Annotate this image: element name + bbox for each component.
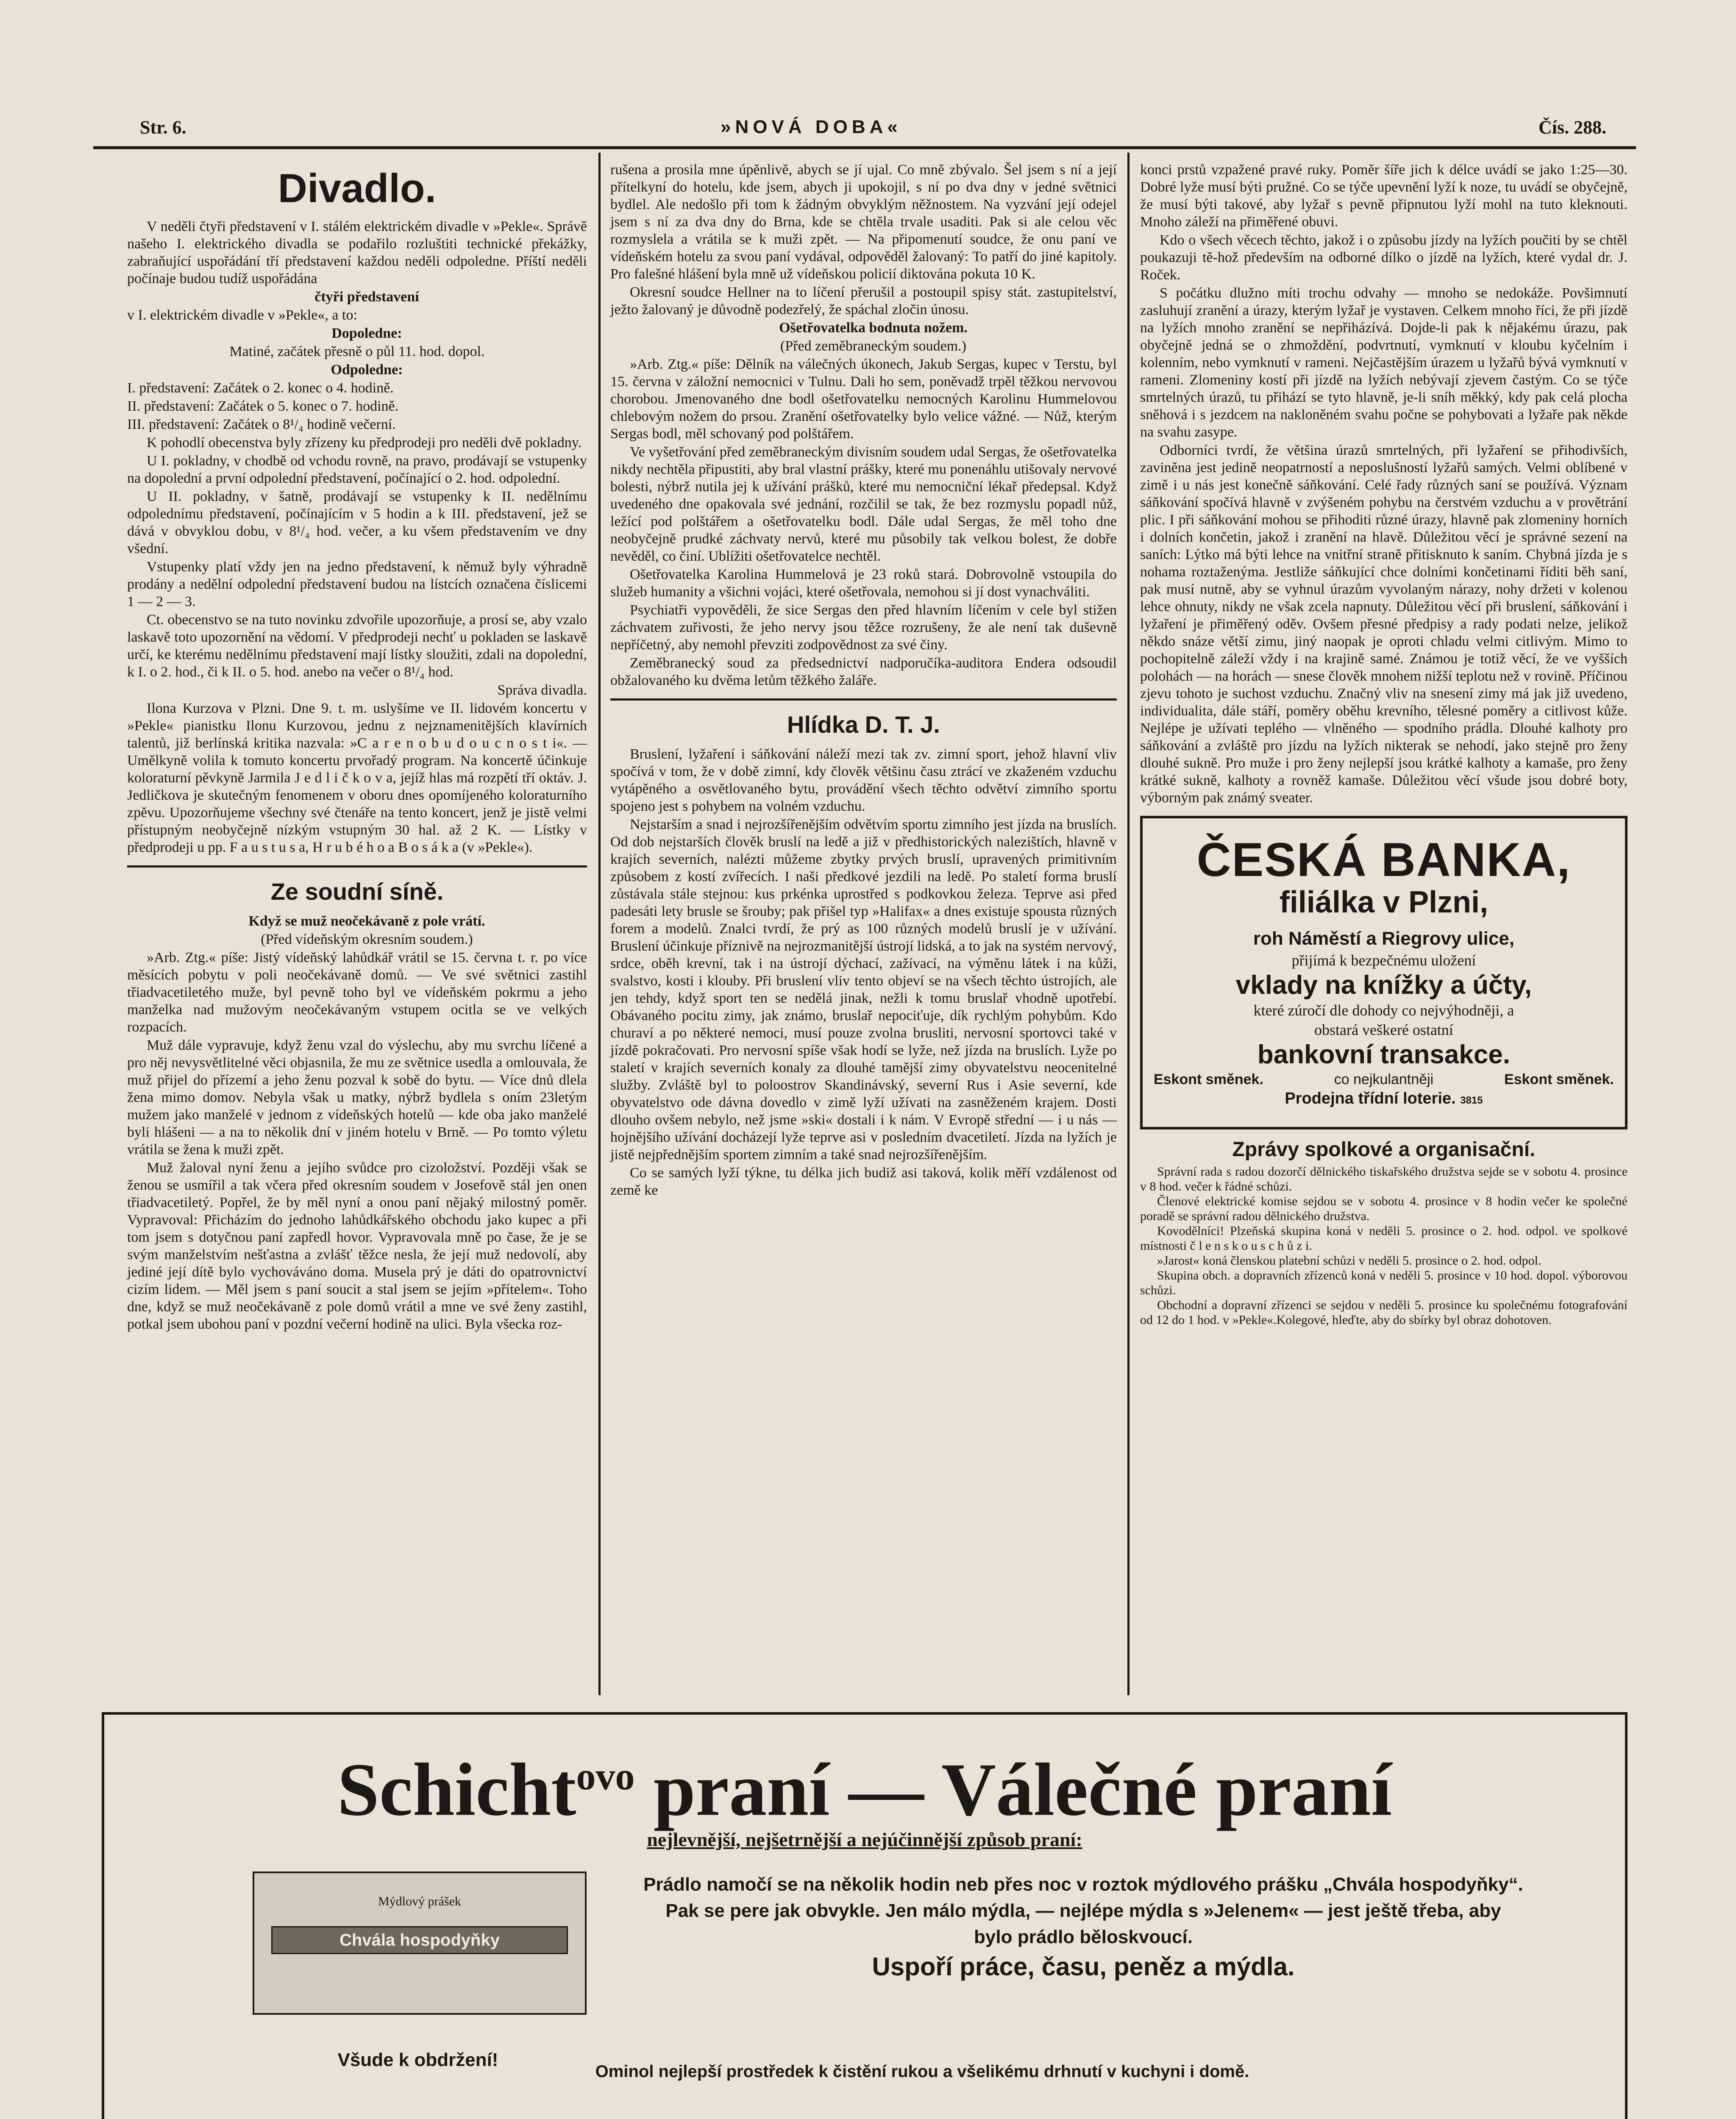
ad-brand-sup: ovo <box>576 1755 635 1798</box>
hlidka-paragraph: Bruslení, lyžaření i sáňkování náleží mezi tak zv. zimní sport, jehož hlavní vliv spočívá v tom, že v době zimní, kdy člověk většinu času ztrácí ve zkaženém vzduchu vytápěného a osvětlovaného bytu, provádění všech těchto odvětví zimního sportu spojeno jest s pohybem na volném vzduchu. <box>610 746 1117 814</box>
spolky-paragraph: »Jarost« koná členskou platební schůzi v neděli 5. prosince o 2. hod. odpol. <box>1157 1254 1541 1268</box>
morning-head: Dopoledne: <box>331 325 402 341</box>
show-line: I. představení: Začátek o 2. konec o 4. hodině. <box>127 380 394 396</box>
hlidka-continued: konci prstů vzpažené pravé ruky. Poměr šíře jich k délce uvádí se jako 1:25—30. Dobré lyže musí býti pružné. Co se týče upevnění lyží k noze, tu uvádí se obyčejně, že musí býti takové, aby lyžař s pevně připnutou lyží mohl na tuto kleknouti. Mnoho záleží na přiměřené obuvi. <box>1140 162 1628 230</box>
four-shows-head: čtyři představení <box>314 289 419 305</box>
case1-verdict: Okresní soudce Hellner na to líčení přerušil a postoupil spisy stát. zastupitelství, ježto žalovaný je důvodně podezřelý, že spáchal zločin únosu. <box>610 284 1117 317</box>
box-small-label: Mýdlový prášek <box>378 1894 461 1908</box>
ad-desc-line: Prádlo namočí se na několik hodin neb přes noc v roztok mýdlového prášku „Chvála hospodyňky“. <box>643 1874 1523 1895</box>
bank-address: roh Náměstí a Riegrovy ulice, <box>1253 928 1515 949</box>
ad-title <box>104 1736 1625 1830</box>
column-1 <box>127 161 587 1334</box>
case1-paragraph: »Arb. Ztg.« píše: Jistý vídeňský lahůdkář vrátil se 15. června t. r. po více měsících pobytu v poli neočekávaně domů. — Ve své světnici zastihl třiadvacetiletého muže, byl pevně toho byl ve vídeňském pokrmu a jeho manželka nad mužovým neočekávaným vstupem ocitla se ve velkých rozpacích. <box>127 950 587 1035</box>
case1-head: Když se muž neočekávaně z pole vrátí. <box>248 913 485 929</box>
case1-note: (Před vídeňským okresním soudem.) <box>261 932 473 947</box>
case1-paragraph: Muž žaloval nyní ženu a jejího svůdce pro cizoložství. Později však se ženou se usmířil a tak včera před okresním soudem v Josefově stál jen onen třiadvacetiletý. Popřel, že by měl nyní a onou paní nějaký milostný poměr. Vypravoval: Přicházím do jednoho lahůdkářského obchodu jako kupec a při tom jsem s dotyčnou paní zapředl hovor. Vypravovala mně po čase, že je se svým manželstvím nešťastna a zvlášť těžce nesla, že její muž nedovolí, aby jediné její dítě bylo vychováváno doma. Musela prý je dáti do opatrovnictví cizím lidem. — Měl jsem s paní soucit a stal jsem se jejím »přítelem«. Toho dne, když se muž neočekávaně z pole domů vrátil a mne ve své ženy zastihl, potkal jsem ubohou paní v pozdní večerní hodině na ulici. Byla všecka roz- <box>127 1160 587 1332</box>
hlidka-paragraph: S počátku dlužno míti trochu odvahy — mnoho se nedokáže. Povšimnutí zasluhují zranění a úrazy, kterým lyžař je vystaven. Celkem mnoho říci, že při jízdě na lyžích mnoho zranění se nepřiházívá. Dojde-li pak k nějakému úrazu, pak obyčejně jedná se o zhmoždění, podvrtnutí, vymknutí v kloubu kyčelním i kolenním, nebo vymknutí v rameni. Nejčastějším úrazem u lyžařů bývá vymknutí v rameni. Zlomeniny kostí při jízdě na lyžích nebývají zjevem častým. Co se týče smrtelných úrazů, tu přihází se tyto hlavně, je-li sníh měkký, kdy pak celá plocha sněhová i s jezdcem na nakloněném svahu počne se pohybovati a lyžaře pak někde na svahu zasype. <box>1140 285 1628 440</box>
hlidka-paragraph: Kdo o všech věcech těchto, jakož i o způsobu jízdy na lyžích poučiti by se chtěl poukazuji tě-hož především na odborné dílko o jízdě na lyžích, které vydal dr. J. Roček. <box>1140 232 1628 283</box>
case2-paragraph: Psychiatři vypověděli, že sice Sergas den před hlavním líčením v cele byl stižen záchvatem zuřivosti, že jeho nervy jsou těžce rozrušeny, že ale není tak duševně nepříčetný, aby nemohl převziti zodpovědnost za své činy. <box>610 602 1117 653</box>
spolky-section <box>1140 1138 1628 1327</box>
header-rule <box>93 146 1636 149</box>
bank-right: Eskont směnek. <box>1504 1071 1614 1087</box>
ad-brand: Schicht <box>337 1747 576 1832</box>
divadlo-paragraph: U II. pokladny, v šatně, prodávají se vstupenky k II. nedělnímu odpolednímu představení, počínajícím v 5 hodin a k III. představení, jež se dává v obvyklou dobu, v 8¹/₄ hod. večer, a ku všem představením ve dny všední. <box>127 489 587 556</box>
bank-provides: obstará veškeré ostatní <box>1314 1021 1453 1038</box>
bank-name: ČESKÁ BANKA, <box>1196 833 1571 886</box>
bank-interest: které zúročí dle dohody co nejvýhodněji, a <box>1253 1002 1514 1019</box>
ad-slogan: praní — Válečné praní <box>654 1747 1392 1832</box>
spolky-paragraph: Členové elektrické komise sejdou se v sobotu 4. prosince v 8 hodin večer ke společné poradě se správní radou dělnického družstva. <box>1140 1194 1628 1223</box>
newspaper-title: »NOVÁ DOBA« <box>721 117 902 137</box>
bank-row <box>1143 1070 1625 1089</box>
divadlo-paragraph: K pohodlí obecenstva byly zřízeny ku předprodeji pro neděli dvě pokladny. <box>147 435 582 450</box>
case1-continued: rušena a prosila mne úpěnlivě, abych se jí ujal. Co mně zbývalo. Šel jsem s ní a její přítelkyní do hotelu, kde jsem, abych ji upokojil, s ní po dva dny v jedné světnici bydlel. Ale nedošlo při tom k žádným obvyklým něžnostem. Na vyzvání její odejel jsem s ní za dva dny do Brna, kde se chtěla trvale usaditi. Pak si ale celou věc rozmyslela a vrátila se k muži zpět. — Na připomenutí soudce, že onu paní ve vídeňském hotelu za svou paní vydával, odpověděl žalovaný: To patří do jiné kapitoly. Pro falešné hlášení byla mně už vídeňskou policií diktována pokuta 10 K. <box>610 162 1117 282</box>
box-label: Chvála hospodyňky <box>271 1926 568 1954</box>
bank-accepts: přijímá k bezpečnému uložení <box>1291 952 1476 969</box>
divadlo-title: Divadlo. <box>278 166 437 211</box>
schicht-ad <box>102 1712 1628 2119</box>
case2-paragraph: »Arb. Ztg.« píše: Dělník na válečných úkonech, Jakub Sergas, kupec v Terstu, byl 15. června v záložní nemocnici v Tulnu. Dali ho sem, poněvadž trpěl těžkou nervovou chorobou. Jmenovaného dne bodl ošetřovatelku nemocných Karolinu Hummelovou chlebovým nožem do prsou. Zranění ošetřovatelky bylo velice vážné. — Nůž, kterým Sergas bodl, měl schovaný pod polštářem. <box>610 356 1117 442</box>
case1-paragraph: Muž dále vypravuje, když ženu vzal do výslechu, aby mu svrchu líčené a pro něj nevysvětlitelné věci objasnila, že mu ze světnice usedla a omlouvala, že muž přijel do přízemí a jeho ženu pozval k sobě do bytu. — Více dnů dlela žena mimo domov. Nebyla však u matky, nýbrž bydlela s oním 23letým mužem jako manželé v jednom z vídeňských hotelů — kde oba jako manželé byli hlášeni — a na to několik dní v jiném hotelu v Brně. — Po tomto výletu vrátila se žena k muži zpět. <box>127 1037 587 1157</box>
hlidka-paragraph: Nejstarším a snad i nejrozšířenějším odvětvím sportu zimního jest jízda na bruslích. Od dob nejstarších člověk bruslí na ledě a již v předhistorických nalezištích, hlavně v krajích severních, nalézti můžeme zbytky prvých bruslí, upravených primitivním způsobem z kostí zvířecích. I naši předkové jezdili na ledě. Po staletí forma bruslí zůstávala stále stejnou: kus prkénka uprostřed s podkovkou železa. Teprve asi před padesáti lety brusle se šrouby; pak přišel typ »Halifax« a dnes existuje spousta různých forem a modelů. Znalci tvrdí, že prý as 100 různých modelů bruslí je v užívání. Bruslení účinkuje příznivě na nejrozmanitější ústrojí lidská, a to jak na systém nervový, srdce, oběh krevní, tak i na ústrojí dýchací, zažívací, na výměnu látek i na kůži, svalstvo, kosti i klouby. Při bruslení vliv tento objeví se na všech těchto ústrojích, ale jen tehdy, když sport ten se nedělá jinak, nežli k tomu bruslař vhodně upotřebí. Obávaného pocitu zimy, jak známo, bruslař nepociťuje, dík rychlým pohybům. Kdo churaví a po některé nemoci, musí pouze zvolna brusliti, nervosní sportovci také v jízdě pokračovati. Pro nervosní spíše však hodí se lyže, než jízda na bruslích. Lyže po staletí v krajích severních konaly za dlouhé tamější zimy obyvatelstvu neocenitelné služby. Zvláště byl to poloostrov Skandinávský, severní Rus i Asie severní, kde obyvatelstvo ode dávna dovedlo v zimě lyží užívati na zasněženém krajem. Dosti dlouho ovšem nebylo, než jsme »ski« dostali i k nám. V Evropě střední — i u nás — hojnějšího užívání docházejí lyže teprve asi v posledním dvacetiletí. Jízda na lyžích je jistě nejpřednějším sportem zimním a také snad nejrozšířenějším. <box>610 817 1117 1162</box>
bank-lottery <box>1143 1089 1625 1110</box>
bank-middle: co nejkulantněji <box>1334 1071 1434 1087</box>
soud-title: Ze soudní síně. <box>270 878 444 905</box>
hlidka-paragraph: Odborníci tvrdí, že většina úrazů smrtelných, při lyžaření se přihodivších, zaviněna jest jedině neopatrností a neposlušností lyžařů samých. Velmi oblíbené v zimě i u nás jest konečně sáňkování. Celé řady různých saní se používá. Význam sáňkování spočívá hlavně v zvýšeném pohybu na čerstvém vzduchu a v provětrání plic. I při sáňkování mohou se přihoditi různé úrazy, hlavně pak zlomeniny horních i dolních končetin, jakož i zranění na hlavě. Důležitou věcí je správné sezení na saních: Lýtko má býti lehce na vnitřní straně přitisknuto k saním. Chybná jízda je s nohama roztaženýma. Jestliže sáňkující chce dolními končetinami říditi běh saní, pak musí nutně, aby se vyhnul úrazům vyvolaným nárazy, nohy držeti v kolenou lehce ohnuty, nikdy ne však zcela napnuty. Důležitou věcí při bruslení, sáňkování i lyžaření je přiměřený oděv. Ovšem přesné předpisy a rady podati nelze, jelikož někdo snáze větší zimu, jiný naopak je oproti chladu velmi citlivým. Mimo to pochopitelně záleží vždy i na krajině samé. Známou je totiž věcí, že ve vyšších polohách — na horách — snese člověk mnohem nižší teplotu než v rovině. Příčinou zjevu tohoto je suchost vzduchu. Značný vliv na snesení zimy má jak již uvedeno, individualita, dále stáří, poměry oběhu krevního, tělesné poměry a citlivost kůže. Nejlépe je užívati teplého — vlněného — spodního prádla. Dlouhé kalhoty pro sáňkování a zvláště pro jízdu na lyžích nikterak se nehodí, jako stejně pro ženy dlouhé sukně. Pro muže i pro ženy nejlepší jsou krátké kalhoty a kamaše, pro ženy krátké sukně, kalhoty a rovněž kamaše. Důležitou věcí všude jsou dobré boty, výborným pak známý sveater. <box>1140 442 1628 806</box>
kurzova-paragraph: Ilona Kurzova v Plzni. Dne 9. t. m. uslyšíme ve II. lidovém koncertu v »Pekle« pianistku Ilonu Kurzovou, jednu z nejznamenitějších klavírních talentů, již berlínská kritika nazvala: »C a r e n o b u d o u c n o s t i«. — Umělkyně volila k tomuto koncertu prvořadý program. Na koncertě účinkuje koloraturní pěvkyně Jarmila J e d l i č k o v a, jejíž hlas má rozpětí tří oktáv. J. Jedličkova je skutečným fenomenem v oboru dnes opomíjeného koloraturního zpěvu. Upozorňujeme všechny své čtenáře na tento koncert, jenž je jistě velmi přístupným neobyčejně nízkým vstupným 30 hal. až 2 K. — Lístky v předprodeji u pp. F a u s t u s a, H r u b é h o a B o s á k a (v »Pekle«). <box>127 701 587 855</box>
case2-head: Ošetřovatelka bodnuta nožem. <box>779 320 968 336</box>
hlidka-title: Hlídka D. T. J. <box>787 711 940 738</box>
ad-tagline: nejlevnější, nejšetrnější a nejúčinnější způsob praní: <box>647 1829 1082 1850</box>
morning-line: Matiné, začátek přesně o půl 11. hod. dopol. <box>229 344 485 359</box>
column-2 <box>610 161 1117 1200</box>
page-number: Str. 6. <box>140 117 186 138</box>
ceska-banka-ad <box>1140 816 1628 1129</box>
spolky-paragraph: Obchodní a dopravní zřízenci se sejdou v neděli 5. prosince ku společnému fotografování od 12 do 1 hod. v »Pekle«.Kolegové, hleďte, aby do sbírky byl obraz dohotoven. <box>1140 1298 1628 1327</box>
case2-note: (Před zeměbraneckým soudem.) <box>780 338 966 354</box>
location-line: v I. elektrickém divadle v »Pekle«, a to: <box>127 307 357 323</box>
bank-branch: filiálka v Plzni, <box>1279 885 1488 919</box>
divadlo-signature: Správa divadla. <box>497 682 587 698</box>
ad-save: Uspoří práce, času, peněz a mýdla. <box>872 1952 1295 1981</box>
column-rule-2 <box>1127 153 1130 1695</box>
case2-paragraph: Zeměbranecký soud za předsednictví nadporučíka-auditora Endera odsoudil obžalovaného ku dvěma letům těžkého žaláře. <box>610 655 1117 688</box>
case2-paragraph: Ve vyšetřování před zeměbraneckým divisním soudem udal Sergas, že ošetřovatelka nikdy nechtěla připustiti, aby bral vlastní prášky, které mu ponenáhlu utišovaly nervové bolesti, nýbrž nutila jej k užívání prášků, které mu nemocniční lékař předepsal. Když uvedeného dne opakovala své jednání, rozčilil se tak, že bez rozmyslu popadl nůž, ležící pod polštářem a ošetřovatelku bodl. Dále udal Sergas, že měl toho dne neobyčejně prudké záchvaty nervů, které mu působily tak velkou bolest, že dobře nevěděl, co činí. Ublížiti ošetřovatelce nechtěl. <box>610 444 1117 564</box>
divadlo-paragraph: Ct. obecenstvo se na tuto novinku zdvořile upozorňuje, a prosí se, aby vzalo laskavě toto upozornění na vědomí. V předprodeji nechť u pokladen se laskavě určí, ke kterému nedělnímu představení mají lístky sloužiti, zdali na dopolední, k I. o 2. hod., či k II. o 5. hod. anebo na večer o 8¹/₄ hod. <box>127 612 587 680</box>
show-line: III. představení: Začátek o 8¹/₄ hodině večerní. <box>127 417 396 432</box>
spolky-paragraph: Skupina obch. a dopravních zřízenců koná v neděli 5. prosince v 10 hod. dopol. výborovou schůzi. <box>1140 1268 1628 1297</box>
section-divider <box>127 865 587 868</box>
section-divider <box>610 698 1117 701</box>
bank-code: 3815 <box>1460 1095 1483 1106</box>
afternoon-head: Odpoledne: <box>331 362 403 378</box>
spolky-paragraph: Správní rada s radou dozorčí dělnického tiskařského družstva sejde se v sobotu 4. prosince v 8 hod. večer k řádné schůzi. <box>1140 1165 1628 1193</box>
soap-powder-box <box>253 1872 587 2015</box>
divadlo-intro: V neděli čtyři představení v I. stálém elektrickém divadle v »Pekle«. Správě našeho I. elektrického divadla se podařilo rozluštiti technické překážky, zabraňující uspořádání tří představení každou neděli odpoledne. Příští neděli počínaje budou tudíž uspořádána <box>127 219 587 286</box>
column-3 <box>1140 161 1628 807</box>
ad-description <box>600 1872 1566 1950</box>
case2-paragraph: Ošetřovatelka Karolina Hummelová je 23 roků stará. Dobrovolně vstoupila do služeb humanity a všichni vojáci, které ošetřovala, nemohou si jí dost vynachváliti. <box>610 567 1117 600</box>
divadlo-paragraph: U I. pokladny, v chodbě od vchodu rovně, na pravo, prodávají se vstupenky na dopolední a první odpolední představení, počínající o 2. hod. odpolední. <box>127 453 587 486</box>
column-rule-1 <box>598 153 601 1695</box>
ad-desc-line: Pak se pere jak obvykle. Jen málo mýdla, — nejlépe mýdla s »Jelenem« — jest ještě třeba, aby <box>665 1900 1501 1921</box>
spolky-paragraph: Kovodělníci! Plzeňská skupina koná v neděli 5. prosince o 2. hod. odpol. ve spolkové místnosti č l e n s k o u s c h ů z i. <box>1140 1224 1628 1253</box>
ad-omninol: Ominol nejlepší prostředek k čistění rukou a všelikému drhnutí v kuchyni i domě. <box>595 2062 1249 2081</box>
bank-left: Eskont směnek. <box>1154 1071 1263 1087</box>
spolky-title: Zprávy spolkové a organisační. <box>1232 1138 1536 1161</box>
ad-available: Všude k obdržení! <box>337 2049 498 2070</box>
bank-lottery-text: Prodejna třídní loterie. <box>1285 1090 1456 1107</box>
ad-desc-line: bylo prádlo běloskvoucí. <box>974 1927 1193 1947</box>
bank-deposits: vklady na knížky a účty, <box>1235 971 1532 1000</box>
bank-transactions: bankovní transakce. <box>1257 1040 1511 1069</box>
issue-number: Čís. 288. <box>1538 117 1607 138</box>
hlidka-paragraph: Co se samých lyží týkne, tu délka jich budiž asi taková, kolik měří vzdálenost od země ke <box>610 1165 1117 1198</box>
divadlo-paragraph: Vstupenky platí vždy jen na jedno představení, k němuž byly výhradně prodány a nedělní odpolední představení budou na lístcích označena číslicemi 1 — 2 — 3. <box>127 559 587 609</box>
show-line: II. představení: Začátek o 5. konec o 7. hodině. <box>127 398 399 414</box>
